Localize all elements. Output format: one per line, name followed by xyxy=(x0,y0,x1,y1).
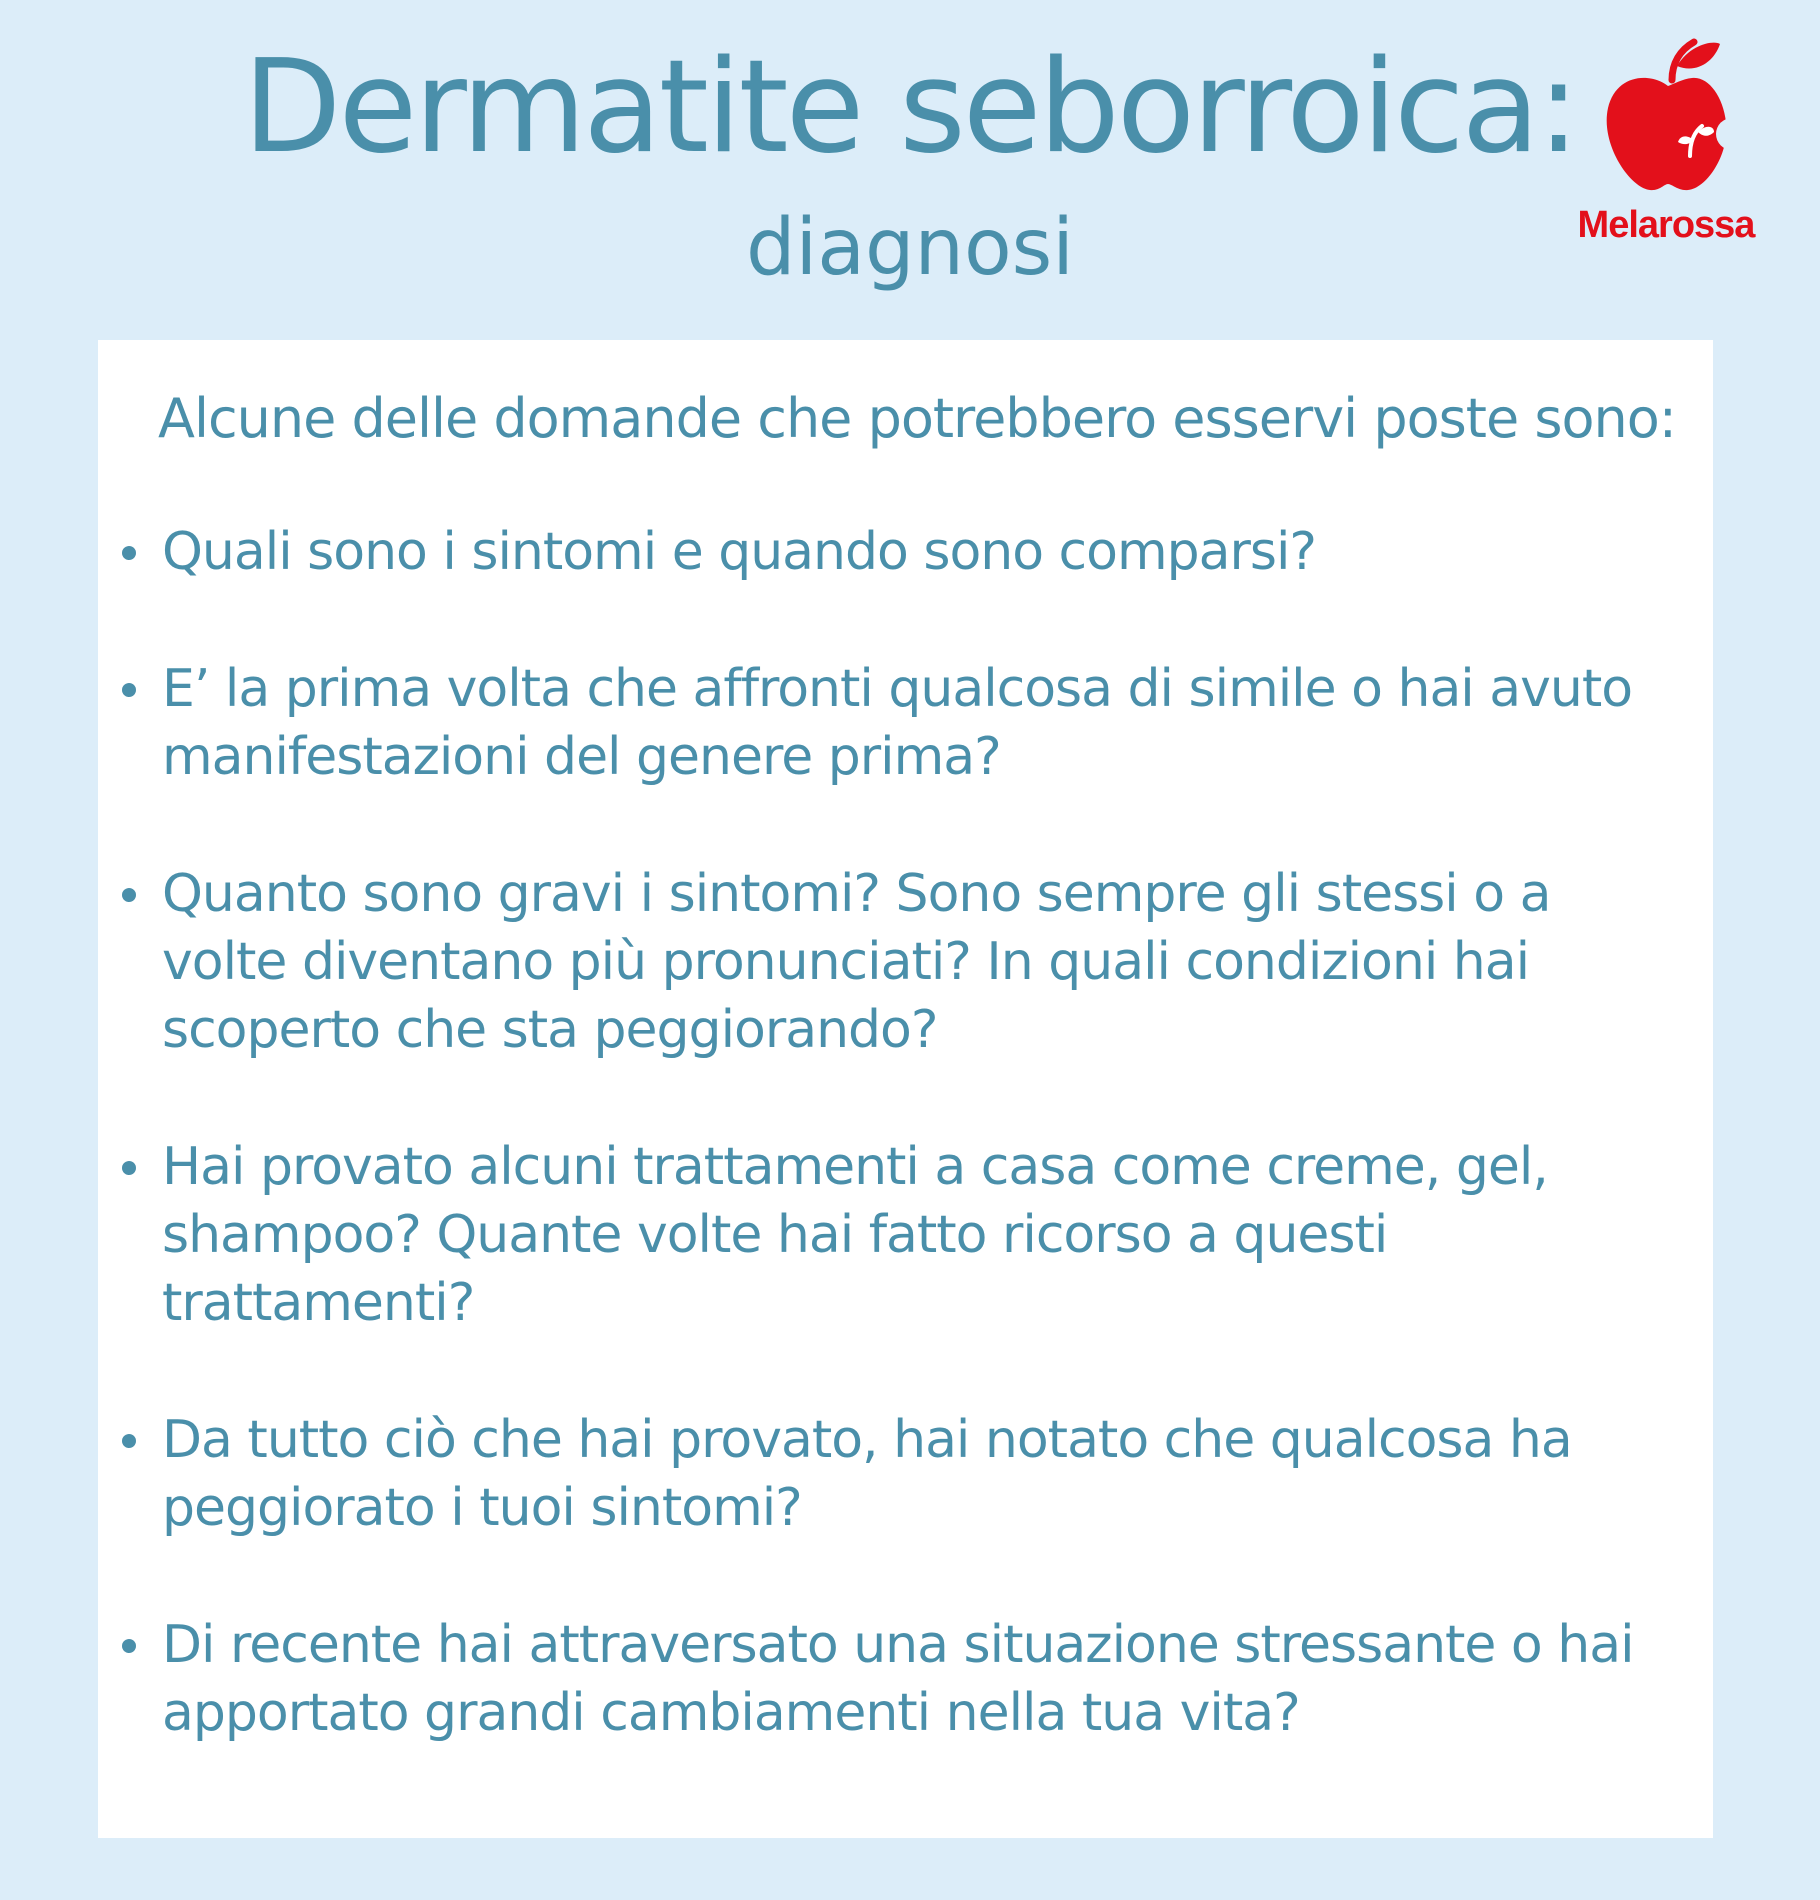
bullet-icon xyxy=(122,546,136,560)
bullet-icon xyxy=(122,1434,136,1448)
list-item xyxy=(122,518,1682,586)
intro-text: Alcune delle domande che potrebbero esservi poste sono: xyxy=(158,387,1676,450)
red-apple-icon xyxy=(1602,38,1732,193)
bullet-icon xyxy=(122,1161,136,1175)
question-text: E’ la prima volta che affronti qualcosa di simile o hai avuto manifestazioni del genere prima? xyxy=(162,659,1633,787)
page-title: Dermatite seborroica: xyxy=(242,33,1578,182)
list-item xyxy=(122,1611,1682,1747)
list-item xyxy=(122,1406,1682,1542)
question-text: Quali sono i sintomi e quando sono comparsi? xyxy=(162,522,1317,582)
question-text: Hai provato alcuni trattamenti a casa come creme, gel, shampoo? Quante volte hai fatto ricorso a questi trattamenti? xyxy=(162,1137,1548,1333)
questions-list xyxy=(122,518,1682,1816)
list-item xyxy=(122,860,1682,1064)
question-text: Quanto sono gravi i sintomi? Sono sempre gli stessi o a volte diventano più pronunciati? In quali condizioni hai scoperto che sta peggiorando? xyxy=(162,864,1551,1060)
bullet-icon xyxy=(122,888,136,902)
page-subtitle: diagnosi xyxy=(746,203,1074,293)
bullet-icon xyxy=(122,683,136,697)
bullet-icon xyxy=(122,1639,136,1653)
brand-name: Melarossa xyxy=(1577,204,1755,246)
list-item xyxy=(122,1133,1682,1337)
question-text: Di recente hai attraversato una situazione stressante o hai apportato grandi cambiamenti nella tua vita? xyxy=(162,1615,1634,1743)
question-text: Da tutto ciò che hai provato, hai notato che qualcosa ha peggiorato i tuoi sintomi? xyxy=(162,1410,1572,1538)
list-item xyxy=(122,655,1682,791)
brand-logo xyxy=(1566,38,1766,258)
questions-card xyxy=(98,340,1713,1838)
